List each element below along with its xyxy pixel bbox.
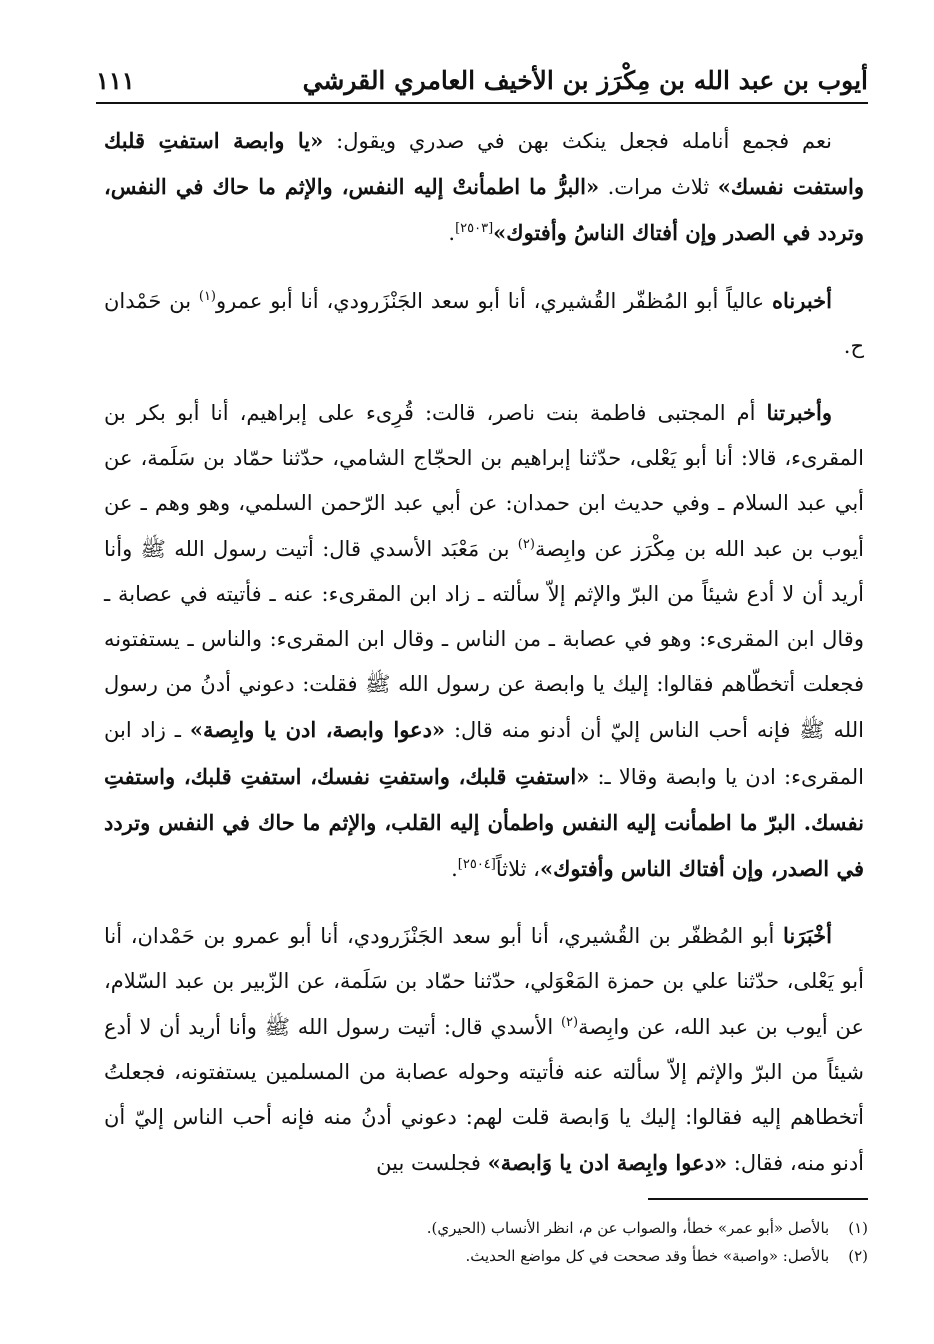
text-run: أم المجتبى فاطمة بنت ناصر، قالت: قُرِىء على إبراهيم، أنا أبو بكر بن المقرىء، قالا: أنا أبو يَعْلى، حدّثنا إبراهيم بن الحجّاج الشامي، حدّثنا حمّاد بن سَلَمة، عن أبي عبد السلام ـ وفي حديث ابن حمدان: عن أبي عبد الرّحمن السلمي، وهو وهم ـ عن أيوب بن عبد الله بن مِكْرَز عن وابِصة xyxy=(104,401,864,561)
note-reference: [٢٥٠٤] xyxy=(457,857,496,873)
paragraph xyxy=(104,278,864,369)
paragraph xyxy=(104,913,864,1186)
paragraph xyxy=(104,118,864,257)
note-reference: [٢٥٠٣] xyxy=(455,221,494,237)
footnote-divider xyxy=(648,1198,868,1200)
bold-text: «دعوا وابصة، ادن يا وابِصة» xyxy=(189,717,446,743)
bold-text: «البرُّ ما اطمأنتْ إليه النفس، والإثم ما حاك في النفس، وتردد في الصدر وإن أفتاك الناسُ وأفتوك» xyxy=(104,174,864,246)
footnote-text: بالأصل «أبو عمر» خطأ، والصواب عن م، انظر الأنساب (الحيري). xyxy=(426,1219,830,1237)
note-reference: (١) xyxy=(198,288,216,304)
bold-text: «يا وابصة استفتِ قلبك واستفت نفسك» xyxy=(104,128,864,200)
footnotes xyxy=(108,1214,868,1270)
text-run: بن مَعْبَد الأسدي قال: أتيت رسول الله ﷺ وأنا أريد أن لا أدع شيئاً من البرّ والإثم إلاّ سألته ـ زاد ابن المقرىء: عنه ـ فأتيته في عصابة ـ وقال ابن المقرىء: وهو في عصابة ـ من الناس ـ وقال ابن المقرىء: والناس ـ يستفتونه فجعلت أتخطّاهم فقالوا: إليك يا وابصة عن رسول الله ﷺ فقلت: دعوني أدنُ من رسول الله ﷺ فإنه أحب الناس إليّ أن أدنو منه قال: xyxy=(104,536,864,743)
note-reference: (٢) xyxy=(560,1014,579,1030)
footnote-number: (٢) xyxy=(848,1247,868,1265)
text-run: الأسدي قال: أتيت رسول الله ﷺ وأنا أريد أن لا أدع شيئاً من البرّ والإثم إلاّ سألته عنه فأتيته وحوله عصابة من المسلمين يستفتونه، فجعلتُ أتخطاهم إليه فقالوا: إليك يا وَابصة قلت لهم: دعوني أدنُ منه فإنه أحب الناس إليّ أن أدنو منه، فقال: xyxy=(104,1014,864,1176)
header-title: أيوب بن عبد الله بن مِكْرَز بن الأخيف العامري القرشي xyxy=(302,66,868,95)
text-run: عالياً أبو المُظفّر القُشيري، أنا أبو سعد الجَنْزَرودي، أنا أبو عمرو xyxy=(216,288,772,313)
page-number: ١١١ xyxy=(96,66,135,95)
text-run: . xyxy=(451,857,458,882)
text-run: . xyxy=(448,221,456,246)
text-run: ـ زاد ابن المقرىء: ادن يا وابصة وقالا ـ: xyxy=(104,718,864,789)
bold-text: أخبرناه xyxy=(772,287,832,313)
text-run: أبو المُظفّر بن القُشيري، أنا أبو سعد الجَنْزَرودي، أنا أبو عمرو بن حَمْدان، أنا أبو يَعْلى، حدّثنا علي بن حمزة المَعْوَلي، حدّثنا حمّاد بن سَلَمة، عن الزّبير بن عبد السّلام، عن أيوب بن عبد الله، عن وابِصة xyxy=(104,924,864,1039)
footnote-number: (١) xyxy=(848,1219,868,1237)
bold-text: وأخبرتنا xyxy=(766,400,832,426)
text-run: ، ثلاثاً xyxy=(495,857,540,882)
paragraph xyxy=(104,390,864,892)
text-run: ثلاث مرات. xyxy=(599,175,718,200)
bold-text: «دعوا وابِصة ادن يا وَابصة» xyxy=(487,1150,728,1176)
footnote-text: بالأصل: «واصبة» خطأ وقد صححت في كل مواضع الحديث. xyxy=(465,1247,830,1265)
footnote xyxy=(108,1242,868,1270)
text-run: فجلست بين xyxy=(376,1151,488,1176)
note-reference: (٢) xyxy=(517,536,535,552)
running-header xyxy=(96,62,868,104)
footnote xyxy=(108,1214,868,1242)
main-text xyxy=(104,118,864,1207)
text-run: بن حَمْدان ح. xyxy=(104,288,864,358)
bold-text: «استفتِ قلبك، واستفتِ نفسك، استفتِ قلبك، واستفتِ نفسك. البرّ ما اطمأنت إليه النفس واطمأن إليه القلب، والإثم ما حاك في النفس وتردد في الصدر، وإن أفتاك الناس وأفتوك» xyxy=(104,763,864,882)
bold-text: أخْبَرَنا xyxy=(783,923,832,949)
text-run: نعم فجمع أنامله فجعل ينكث بهن في صدري ويقول: xyxy=(323,129,832,153)
